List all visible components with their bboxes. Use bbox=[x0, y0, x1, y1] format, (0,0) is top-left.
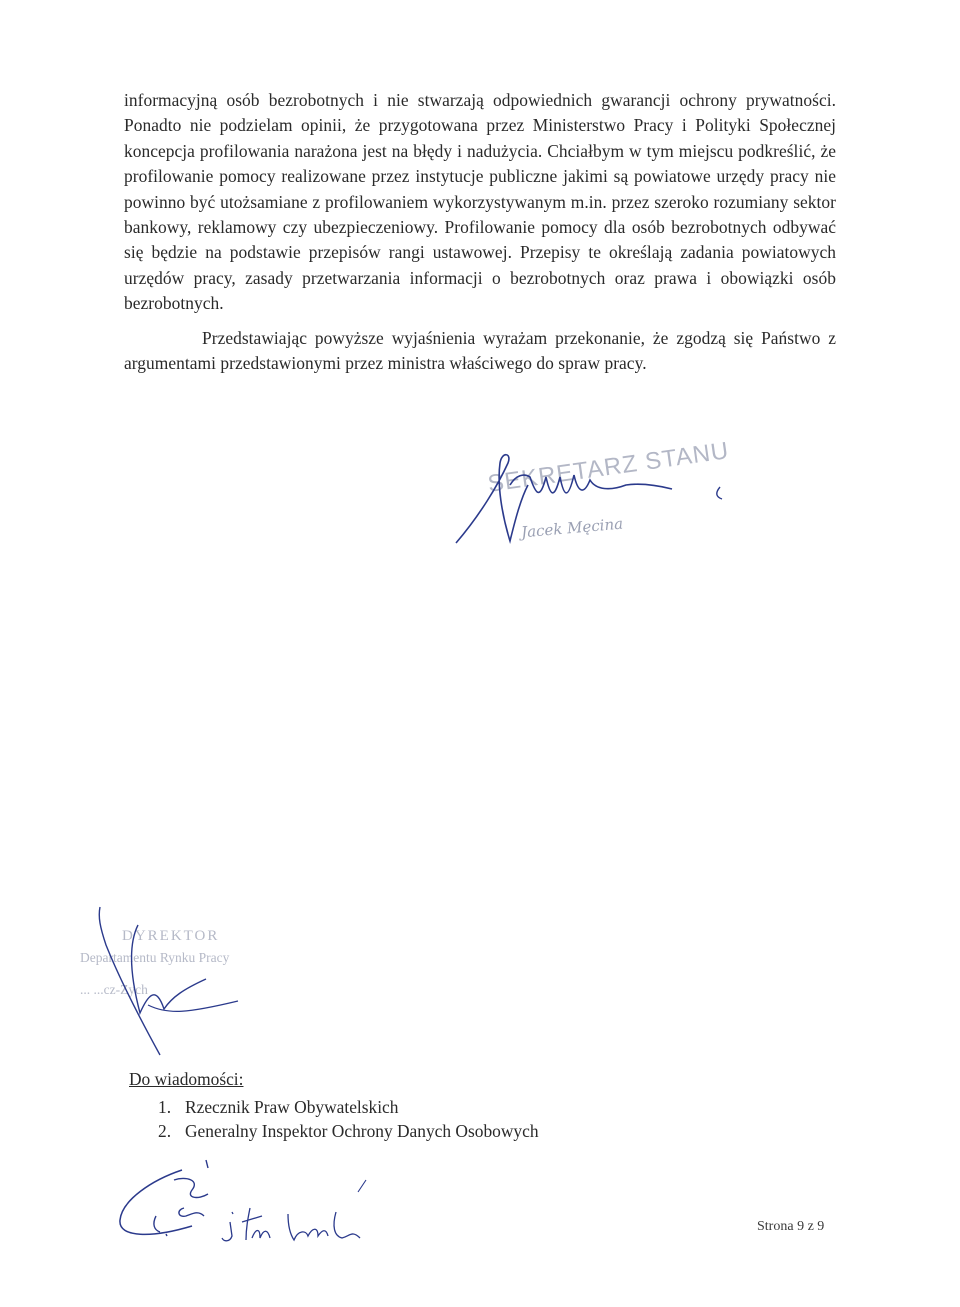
secretary-stamp-title: SEKRETARZ STANU bbox=[486, 437, 731, 498]
page-number-separator: z bbox=[807, 1219, 814, 1234]
director-stamp-name: ... ...cz-Zych bbox=[80, 982, 148, 997]
list-item bbox=[158, 1119, 539, 1143]
recipients-list bbox=[129, 1095, 539, 1143]
list-item-text: Generalny Inspektor Ochrony Danych Osobowych bbox=[185, 1121, 539, 1141]
page-number-current: 9 bbox=[797, 1219, 805, 1234]
paragraph-closing: Przedstawiając powyższe wyjaśnienia wyrażam przekonanie, że zgodzą się Państwo z argumentami przedstawionymi przez ministra właściwego do spraw pracy. bbox=[124, 327, 836, 374]
page-number-label: Strona bbox=[757, 1219, 794, 1234]
director-stamp-title: DYREKTOR bbox=[122, 928, 220, 944]
list-item-text: Rzecznik Praw Obywatelskich bbox=[185, 1097, 399, 1117]
director-stamp bbox=[80, 928, 300, 1018]
page-number-total: 9 bbox=[817, 1219, 825, 1234]
recipients-heading: Do wiadomości: bbox=[129, 1069, 244, 1089]
handwritten-initials bbox=[112, 1150, 382, 1250]
list-item-number: 1. bbox=[158, 1097, 172, 1117]
paragraph-continuation: informacyjną osób bezrobotnych i nie stwarzają odpowiednich gwarancji ochrony prywatności. Ponadto nie podzielam opinii, że przygotowana przez Ministerstwo Pracy i Polityki Społecznej koncepcja profilowania narażona jest na błędy i nadużycia. Chciałbym w tym miejscu podkreślić, że profilowanie pomocy realizowane przez instytucje publiczne jakimi są powiatowe urzędy pracy nie powinno być utożsamiane z profilowaniem wykorzystywanym m.in. przez szeroko rozumiany sektor bankowy, reklamowy czy ubezpieczeniowy. Profilowanie pomocy dla osób bezrobotnych odbywać się będzie na podstawie przepisów rangi ustawowej. Przepisy te określają zadania powiatowych urzędów pracy, zasady przetwarzania informacji o bezrobotnych oraz prawa i obowiązki osób bezrobotnych. bbox=[124, 90, 836, 314]
list-item bbox=[158, 1095, 539, 1119]
list-item-number: 2. bbox=[158, 1121, 172, 1141]
secretary-stamp-name: Jacek Męcina bbox=[520, 514, 624, 542]
body-text bbox=[124, 88, 836, 376]
page-number bbox=[757, 1219, 824, 1235]
director-stamp-department: Departamentu Rynku Pracy bbox=[80, 950, 230, 965]
recipients-block bbox=[129, 1067, 539, 1143]
